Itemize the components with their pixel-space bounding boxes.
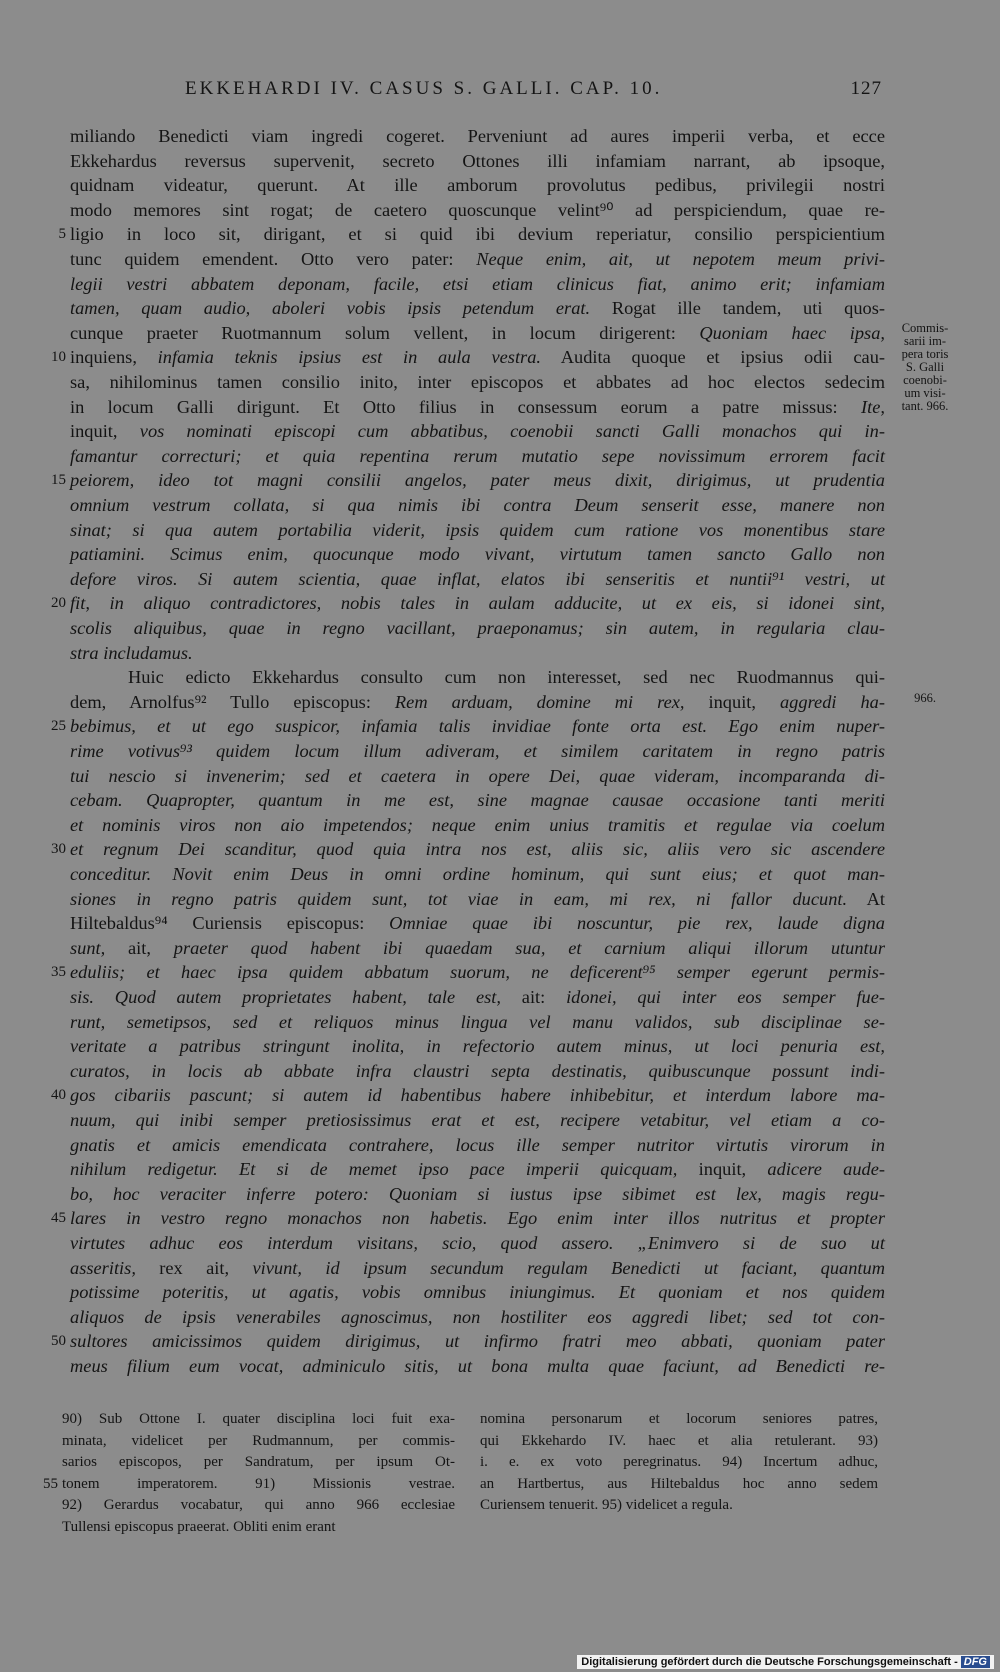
margin-note-line: um visi-	[904, 386, 946, 400]
line-number: 20	[51, 595, 66, 612]
italic-span: nihilum redigetur. Et si de memet ipso pace imperii quicquam,	[70, 1159, 678, 1180]
footnote-line-left: tonem imperatorem. 91) Missionis vestrae.	[62, 1475, 455, 1492]
italic-span: virtutes adhuc eos interdum visitans, scio, quod assero. „Enimvero si de suo ut	[70, 1233, 885, 1253]
margin-note-commissarii	[890, 322, 960, 413]
text-line	[70, 542, 885, 567]
text-line	[70, 1305, 885, 1330]
footnote-line-right: qui Ekkehardo IV. haec et alia retulerant. 93)	[480, 1432, 878, 1449]
text-line	[70, 321, 885, 346]
footnote-line-right: Curiensem tenuerit. 95) videlicet a regula.	[480, 1497, 733, 1514]
line-number: 10	[51, 349, 66, 366]
italic-span: conceditur. Novit enim Deus in omni ordine hominum, qui sunt eius; et quot man-	[70, 864, 885, 884]
italic-span: bebimus, et ut ego suspicor, infamia talis invidiae fonte orta est. Ego enim nuper-	[70, 716, 885, 737]
page-number: 127	[850, 78, 882, 99]
italic-span: runt, semetipsos, sed et reliquos minus lingua vel manu validos, sub disciplinae se-	[70, 1011, 885, 1032]
italic-span: lares in vestro regno monachos non habetis. Ego enim inter illos nutritus et propter	[70, 1208, 885, 1229]
footnote-line-right: i. e. ex voto peregrinatus. 94) Incertum adhuc,	[480, 1454, 878, 1471]
italic-span: sunt,	[70, 937, 106, 958]
roman-span: inquiens,	[70, 347, 158, 368]
roman-span: quidnam videatur, querunt. At ille amborum provolutus pedibus, privilegii nostri	[70, 175, 885, 196]
text-line	[70, 345, 885, 370]
text-line	[70, 370, 885, 395]
italic-span: curatos, in locis ab abbate infra claustri septa destinatis, quibuscunque possunt indi-	[70, 1060, 885, 1081]
line-number: 35	[51, 964, 66, 981]
text-line	[70, 124, 885, 149]
roman-span: tunc quidem emendent. Otto vero pater:	[70, 249, 477, 269]
italic-span: tui nescio si invenerim; sed et caetera in opere Dei, quae videram, incomparanda di-	[70, 765, 885, 786]
line-number: 30	[51, 841, 66, 858]
line-number: 15	[51, 472, 66, 489]
text-line	[70, 1182, 885, 1207]
italic-span: sultores amicissimos quidem dirigimus, ut infirmo fratri meo abbati, quoniam pater	[70, 1331, 885, 1352]
footnote-line-right: an Hartbertus, aus Hiltebaldus hoc anno sedem	[480, 1475, 878, 1492]
text-line	[70, 837, 885, 862]
text-line	[70, 296, 885, 321]
footnote-line-left: Tullensi episcopus praeerat. Obliti enim erant	[62, 1519, 336, 1535]
text-line	[70, 714, 885, 739]
text-line	[70, 985, 885, 1010]
italic-span: meus filium eum vocat, adminiculo sitis, ut bona multa quae faciunt, ad Benedicti re-	[70, 1356, 885, 1376]
text-line	[70, 222, 885, 247]
text-line	[70, 616, 885, 641]
italic-span: bo, hoc veraciter inferre potero: Quoniam si iustus ipse sibimet est lex, magis regu-	[70, 1183, 885, 1204]
text-line	[70, 444, 885, 469]
roman-span: sa, nihilominus tamen consilio inito, inter episcopos et abbates ad hoc electos sedecim	[70, 372, 885, 392]
footnote-line-left: 92) Gerardus vocabatur, qui anno 966 ecclesiae	[62, 1497, 455, 1514]
margin-note-year-966: 966.	[914, 691, 936, 705]
text-line	[70, 591, 885, 616]
text-line	[70, 1083, 885, 1108]
roman-span: modo memores sint rogat; de caetero quoscunque velint⁹⁰ ad perspiciendum, quae re-	[70, 199, 885, 220]
italic-span: potissime poteritis, ut agatis, vobis omnibus iniungimus. Et quoniam et nos quidem	[70, 1282, 885, 1303]
italic-span: aliquos de ipsis venerabiles agnoscimus, non hostiliter eos aggredi libet; sed tot con-	[70, 1306, 885, 1327]
italic-span: idonei, qui inter eos semper fue-	[566, 987, 885, 1007]
credit-text: Digitalisierung gefördert durch die Deutsche Forschungsgemeinschaft -	[581, 1656, 958, 1668]
text-line	[70, 960, 885, 985]
text-line	[70, 493, 885, 518]
text-line	[70, 936, 885, 961]
italic-span: gnatis et amicis emendicata contrahere, locus ille semper nutritor virtutis virorum in	[70, 1134, 885, 1155]
text-line	[70, 518, 885, 543]
italic-span: tamen, quam audio, aboleri vobis ipsis petendum erat.	[70, 298, 591, 319]
italic-span: nuum, qui inibi semper pretiosissimus erat et est, recipere vetabitur, vel etiam a co-	[70, 1110, 885, 1130]
roman-span: inquit,	[677, 1159, 768, 1180]
text-line	[70, 1206, 885, 1231]
text-line	[70, 862, 885, 887]
italic-span: asseritis,	[70, 1257, 136, 1278]
text-line	[70, 272, 885, 297]
italic-span: praeter quod habent ibi quaedam sua, et carnium aliqui illorum utuntur	[173, 937, 885, 958]
roman-span: rex ait,	[135, 1257, 253, 1278]
italic-span: sinat; si qua autem portabilia viderit, ipsis quidem cum ratione vos monentibus stare	[70, 519, 885, 540]
text-line	[70, 690, 885, 715]
roman-span: Huic edicto Ekkehardus consulto cum non interesset, sed nec Ruodmannus qui-	[128, 667, 885, 688]
text-line	[70, 788, 885, 813]
roman-span: At	[847, 888, 885, 909]
text-line	[70, 1059, 885, 1084]
text-line	[70, 198, 885, 223]
text-line	[70, 1010, 885, 1035]
italic-span: Quoniam haec ipsa,	[699, 322, 885, 343]
italic-span: legii vestri abbatem deponam, facile, etsi etiam clinicus fiat, animo erit; infamiam	[70, 273, 885, 294]
text-line	[70, 1256, 885, 1281]
italic-span: patiamini. Scimus enim, quocunque modo vivant, virtutum tamen sancto Gallo non	[70, 544, 885, 565]
digitization-credit	[577, 1655, 994, 1669]
italic-span: stra includamus.	[70, 642, 193, 663]
roman-span: dem, Arnolfus⁹² Tullo episcopus:	[70, 691, 395, 712]
roman-span: Ekkehardus reversus supervenit, secreto Ottones illi infamiam narrant, ab ipsoque,	[70, 150, 885, 171]
text-line	[70, 1034, 885, 1059]
italic-span: adicere aude-	[767, 1159, 886, 1180]
line-number: 25	[51, 718, 66, 735]
text-line	[70, 247, 885, 272]
italic-span: rime votivus⁹³ quidem locum illum adiveram, et similem caritatem in regno patris	[70, 741, 885, 761]
italic-span: vivunt, id ipsum secundum regulam Benedicti ut faciant, quantum	[252, 1257, 885, 1278]
italic-span: peiorem, ideo tot magni consilii angelos, pater meus dixit, dirigimus, ut prudentia	[70, 470, 885, 491]
text-line	[70, 1329, 885, 1354]
line-number: 45	[51, 1210, 66, 1227]
text-line	[70, 173, 885, 198]
margin-note-line: sarii im-	[903, 334, 946, 348]
italic-span: veritate a patribus stringunt inolita, in refectorio autem minus, ut loci penuria est,	[70, 1036, 885, 1057]
roman-span: cunque praeter Ruotmannum solum vellent, in locum dirigerent:	[70, 322, 700, 343]
roman-span: ligio in loco sit, dirigant, et si quid ibi devium reperiatur, consilio perspicientium	[70, 224, 885, 245]
roman-span: Audita quoque et ipsius odii cau-	[541, 347, 886, 368]
roman-span: in locum Galli dirigunt. Et Otto filius in consessum eorum a patre missus:	[70, 396, 861, 417]
dfg-logo: DFG	[961, 1656, 990, 1668]
text-line	[70, 419, 885, 444]
footnote-line-left: sarios episcopos, per Sandratum, per ipsum Ot-	[62, 1454, 455, 1471]
italic-span: infamia teknis ipsius est in aula vestra.	[157, 347, 542, 368]
italic-span: et nominis viros non aio impetendos; neque enim unius tramitis et regulae via coelum	[70, 814, 885, 835]
text-line	[70, 911, 885, 936]
italic-span: omnium vestrum collata, si qua nimis ibi contra Deum senserit esse, manere non	[70, 495, 885, 515]
footnote-line-right: nomina personarum et locorum seniores patres,	[480, 1411, 878, 1427]
footnote-line-left: 90) Sub Ottone I. quater disciplina loci fuit exa-	[62, 1411, 455, 1427]
line-number: 40	[51, 1087, 66, 1104]
italic-span: Ite,	[861, 396, 885, 417]
text-line	[70, 1231, 885, 1256]
italic-span: eduliis; et haec ipsa quidem abbatum suorum, ne deficerent⁹⁵ semper egerunt permis-	[70, 962, 885, 983]
text-line	[70, 1280, 885, 1305]
roman-span: ait,	[105, 937, 174, 958]
roman-span: Hiltebaldus⁹⁴ Curiensis episcopus:	[70, 913, 390, 934]
text-line	[70, 149, 885, 174]
roman-span: ait:	[501, 987, 567, 1007]
italic-span: et regnum Dei scanditur, quod quia intra nos est, aliis sic, aliis vero sic ascendere	[70, 839, 885, 860]
margin-note-line: S. Galli	[905, 360, 945, 374]
line-number: 5	[58, 226, 66, 243]
text-line	[70, 1157, 885, 1182]
footnote-line-number: 55	[43, 1475, 58, 1492]
text-line	[70, 567, 885, 592]
text-line	[70, 1108, 885, 1133]
text-line	[70, 1354, 885, 1379]
footnote-line-left: minata, videlicet per Rudmannum, per commis-	[62, 1432, 455, 1449]
margin-note-line: Commis-	[901, 321, 949, 335]
italic-span: sis. Quod autem proprietates habent, tale est,	[70, 987, 501, 1007]
italic-span: scolis aliquibus, quae in regno vacillant, praeponamus; sin autem, in regularia clau-	[70, 618, 885, 638]
text-line	[70, 1133, 885, 1158]
margin-note-line: tant. 966.	[901, 399, 949, 413]
text-line	[70, 395, 885, 420]
italic-span: defore viros. Si autem scientia, quae inflat, elatos ibi senseritis et nuntii⁹¹ vestri, ut	[70, 568, 885, 589]
text-line	[70, 887, 885, 912]
italic-span: fit, in aliquo contradictores, nobis tales in aulam adducite, ut ex eis, si idonei sint,	[70, 593, 885, 614]
italic-span: Omniae quae ibi noscuntur, pie rex, laude digna	[389, 913, 885, 934]
roman-span: Rogat ille tandem, uti quos-	[590, 298, 885, 319]
italic-span: cebam. Quapropter, quantum in me est, sine magnae causae occasione tanti meriti	[70, 790, 885, 811]
italic-span: Neque enim, ait, ut nepotem meum privi-	[476, 249, 886, 269]
italic-span: siones in regno patris quidem sunt, tot viae in eam, mi rex, ni fallor ducunt.	[70, 888, 848, 909]
margin-note-line: coenobi-	[903, 373, 947, 387]
roman-span: miliando Benedicti viam ingredi cogeret. Perveniunt ad aures imperii verba, et ecce	[70, 126, 885, 146]
text-line	[70, 764, 885, 789]
italic-span: famantur correcturi; et quia repentina rerum mutatio sepe novissimum errorem facit	[70, 445, 885, 466]
italic-span: Rem arduam, domine mi rex,	[394, 691, 685, 712]
text-line	[70, 813, 885, 838]
text-line	[70, 468, 885, 493]
italic-span: gos cibariis pascunt; si autem id habentibus habere inhibebitur, et interdum labore ma-	[70, 1085, 885, 1106]
margin-note-line: pera toris	[901, 347, 949, 361]
roman-span: inquit,	[70, 421, 140, 442]
text-line	[128, 665, 885, 690]
text-line	[70, 641, 885, 666]
italic-span: vos nominati episcopi cum abbatibus, coenobii sancti Galli monachos qui in-	[139, 421, 885, 442]
roman-span: inquit,	[684, 691, 780, 712]
running-head: EKKEHARDI IV. CASUS S. GALLI. CAP. 10.	[185, 78, 663, 99]
italic-span: aggredi ha-	[779, 691, 885, 712]
text-line	[70, 739, 885, 764]
line-number: 50	[51, 1333, 66, 1350]
